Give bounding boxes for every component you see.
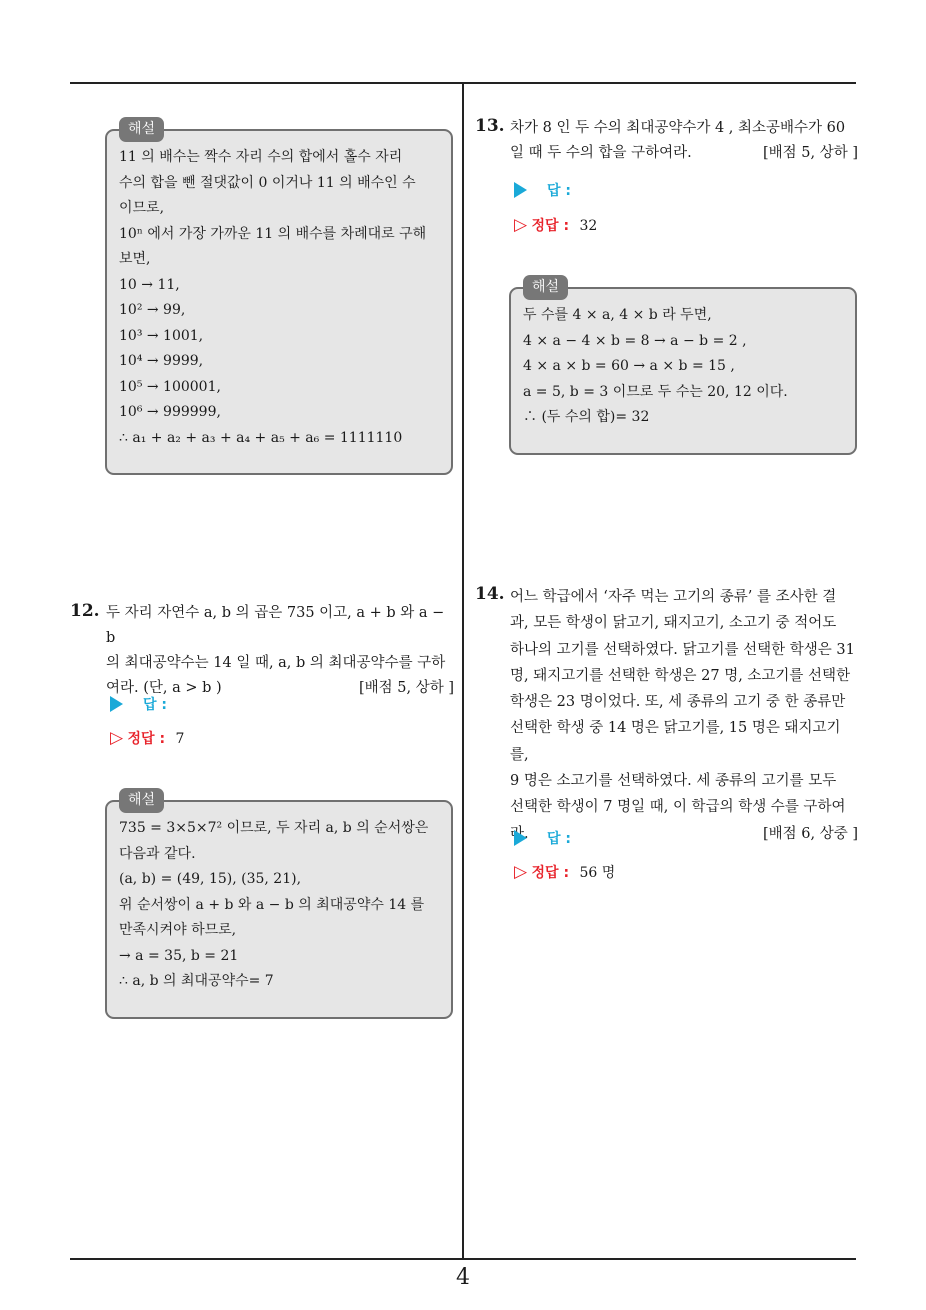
explanation-tag: 해설	[119, 117, 164, 142]
score-label: [배점 5, 상하 ]	[358, 680, 454, 696]
problem-text-12	[106, 601, 454, 701]
correct-label: 정답 :	[531, 865, 570, 881]
correct-answer-13	[514, 215, 597, 235]
problem-line: 과, 모든 학생이 닭고기, 돼지고기, 소고기 중 적어도	[510, 615, 837, 632]
bottom-rule	[70, 1258, 856, 1260]
explanation-line: 위 순서쌍이 a + b 와 a − b 의 최대공약수 14 를	[119, 896, 425, 913]
explanation-line: 11 의 배수는 짝수 자리 수의 합에서 홀수 자리	[119, 149, 403, 165]
explanation-line: 4 × a × b = 60 → a × b = 15 ,	[523, 358, 735, 374]
explanation-line: 10ⁿ 에서 가장 가까운 11 의 배수를 차례대로 구해	[119, 225, 427, 242]
explanation-line: ∴ (두 수의 합)= 32	[523, 409, 650, 425]
problem-number: 13.	[475, 116, 505, 136]
explanation-line: 보면,	[119, 251, 151, 267]
problem-line: 라.	[510, 825, 529, 842]
outline-triangle-icon: ▷	[514, 862, 528, 882]
problem-number: 12.	[70, 601, 100, 621]
explanation-line: 수의 합을 뺀 절댓값이 0 이거나 11 의 배수인 수	[119, 174, 416, 191]
explanation-line: 10² → 99,	[119, 302, 186, 318]
play-triangle-icon	[514, 830, 527, 846]
correct-answer-14	[514, 862, 615, 882]
correct-label: 정답 :	[127, 731, 166, 747]
problem-line: 하나의 고기를 선택하였다. 닭고기를 선택한 학생은 31	[510, 641, 855, 658]
explanation-box-11	[105, 121, 453, 475]
problem-line: 일 때 두 수의 합을 구하여라.	[510, 145, 692, 161]
problem-line: 의 최대공약수는 14 일 때, a, b 의 최대공약수를 구하	[106, 655, 446, 671]
answer-label: 답 :	[547, 831, 571, 847]
problem-line: 선택한 학생 중 14 명은 닭고기를, 15 명은 돼지고기를,	[510, 720, 841, 763]
explanation-line: 10⁵ → 100001,	[119, 378, 221, 395]
outline-triangle-icon: ▷	[514, 215, 528, 235]
page-number: 4	[456, 1265, 470, 1290]
play-triangle-icon	[514, 182, 527, 198]
explanation-line: 735 = 3×5×7² 이므로, 두 자리 a, b 의 순서쌍은	[119, 820, 429, 836]
column-divider	[462, 82, 464, 1260]
problem-text-13	[510, 116, 858, 166]
answer-line-14	[514, 828, 571, 848]
explanation-line: ∴ a₁ + a₂ + a₃ + a₄ + a₅ + a₆ = 1111110	[119, 429, 403, 446]
problem-line: 9 명은 소고기를 선택하였다. 세 종류의 고기를 모두	[510, 773, 837, 790]
score-label: [배점 5, 상하 ]	[762, 145, 858, 161]
problem-line: 차가 8 인 두 수의 최대공약수가 4 , 최소공배수가 60	[510, 120, 846, 136]
answer-line-13	[514, 180, 571, 200]
correct-value: 7	[175, 731, 185, 747]
explanation-line: 다음과 같다.	[119, 845, 196, 862]
problem-text-14	[510, 584, 858, 847]
explanation-line: 이므로,	[119, 200, 165, 216]
problem-line: 두 자리 자연수 a, b 의 곱은 735 이고, a + b 와 a − b	[106, 605, 445, 646]
explanation-tag: 해설	[119, 788, 164, 813]
outline-triangle-icon: ▷	[110, 728, 124, 748]
explanation-line: 10⁶ → 999999,	[119, 404, 221, 420]
correct-value: 56 명	[579, 865, 616, 881]
explanation-line: 10 → 11,	[119, 276, 180, 293]
problem-line: 선택한 학생이 7 명일 때, 이 학급의 학생 수를 구하여	[510, 799, 846, 816]
problem-line: 어느 학급에서 ‘자주 먹는 고기의 종류’ 를 조사한 결	[510, 589, 837, 605]
correct-label: 정답 :	[531, 218, 570, 234]
explanation-tag: 해설	[523, 275, 568, 300]
explanation-line: → a = 35, b = 21	[119, 947, 239, 964]
explanation-line: a = 5, b = 3 이므로 두 수는 20, 12 이다.	[523, 383, 788, 400]
correct-answer-12	[110, 728, 184, 748]
correct-value: 32	[579, 218, 598, 234]
problem-line-last	[510, 141, 858, 166]
explanation-box-12	[105, 792, 453, 1019]
explanation-box-13	[509, 279, 857, 455]
answer-label: 답 :	[143, 697, 167, 713]
explanation-line: (a, b) = (49, 15), (35, 21),	[119, 871, 302, 887]
explanation-line: 만족시켜야 하므로,	[119, 922, 237, 938]
problem-line: 학생은 23 명이었다. 또, 세 종류의 고기 중 한 종류만	[510, 694, 846, 711]
explanation-line: 두 수를 4 × a, 4 × b 라 두면,	[523, 307, 712, 323]
explanation-line: ∴ a, b 의 최대공약수= 7	[119, 973, 274, 989]
problem-line: 명, 돼지고기를 선택한 학생은 27 명, 소고기를 선택한	[510, 667, 851, 684]
score-label: [배점 6, 상중 ]	[762, 825, 858, 842]
explanation-line: 10³ → 1001,	[119, 327, 204, 344]
answer-label: 답 :	[547, 183, 571, 199]
explanation-line: 4 × a − 4 × b = 8 → a − b = 2 ,	[523, 332, 747, 349]
problem-number: 14.	[475, 584, 505, 604]
explanation-line: 10⁴ → 9999,	[119, 353, 204, 369]
problem-line: 여라. (단, a > b )	[106, 680, 222, 696]
play-triangle-icon	[110, 696, 123, 712]
answer-line-12	[110, 694, 167, 714]
